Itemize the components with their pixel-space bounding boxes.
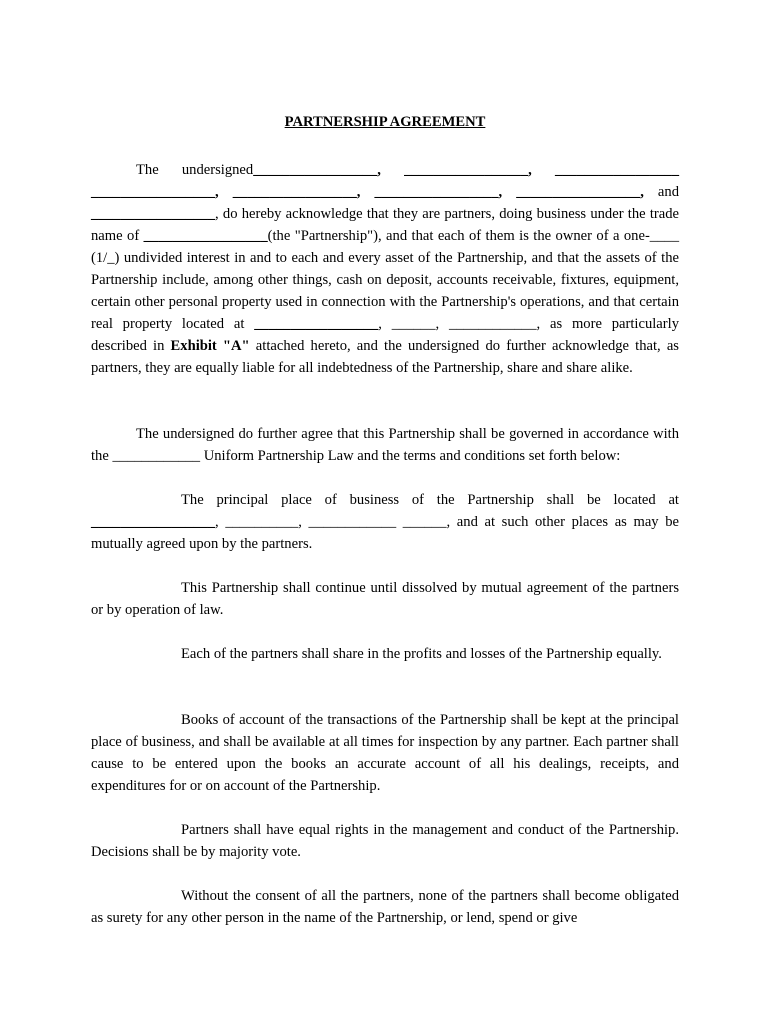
paragraph-place-of-business: [91, 489, 679, 555]
exhibit-reference: Exhibit "A": [170, 338, 250, 354]
text: The undersigned: [136, 162, 254, 178]
text: , do hereby acknowledge that they are partners, doing business under the trade name of: [91, 206, 679, 244]
text: Books of account of the transactions of the Partnership shall be kept at the principal place of business, and shall be available at all times for inspection by any partner. Each partner shall cause to be entered upon the books an accurate account of all his dealings, receipts, and expenditures for or on account of the Partnership.: [91, 712, 679, 794]
blank-trade-name: _________________: [143, 228, 268, 244]
blank-business-address: _________________: [91, 514, 216, 530]
blank-partner-7: _________________: [516, 184, 641, 200]
paragraph-parties: [91, 159, 679, 379]
paragraph-surety: [91, 885, 679, 929]
blank-partner-4: _________________: [91, 184, 216, 200]
text: The principal place of business of the Partnership shall be located at: [181, 492, 679, 508]
text: , ______, ____________, as more particularly described in: [91, 316, 679, 354]
paragraph-governing-law: [91, 423, 679, 467]
blank-partner-3: _________________: [554, 162, 679, 178]
text: Each of the partners shall share in the profits and losses of the Partnership equally.: [181, 646, 662, 662]
comma: ,: [377, 162, 381, 178]
paragraph-profits-losses: [91, 643, 679, 665]
blank-partner-5: _________________: [232, 184, 357, 200]
text: (the "Partnership"), and that each of them is the owner of a one-____ (1/_) undivided interest in and to each and every asset of the Partnership, and that the assets of the Partnership include, among other things, cash on deposit, accounts receivable, fixtures, equipment, certain other personal property used in connection with the Partnership's operations, and that certain real property located at: [91, 228, 679, 332]
paragraph-duration: [91, 577, 679, 621]
comma: ,: [215, 184, 219, 200]
text: Without the consent of all the partners, none of the partners shall become obligated as surety for any other person in the name of the Partnership, or lend, spend or give: [91, 888, 679, 926]
blank-partner-8: _________________: [91, 206, 216, 222]
document-title: PARTNERSHIP AGREEMENT: [284, 114, 486, 130]
comma: ,: [498, 184, 503, 200]
text: This Partnership shall continue until dissolved by mutual agreement of the partners or by operation of law.: [91, 580, 679, 618]
blank-property-location: _________________: [254, 316, 379, 332]
comma: ,: [640, 184, 644, 200]
blank-partner-2: _________________: [404, 162, 529, 178]
paragraph-management: [91, 819, 679, 863]
text: and: [643, 184, 679, 200]
blank-partner-6: _________________: [374, 184, 499, 200]
text: , __________, ____________ ______, and at such other places as may be mutually agreed upon by the partners.: [91, 514, 679, 552]
comma: ,: [528, 162, 532, 178]
text: Partners shall have equal rights in the management and conduct of the Partnership. Decisions shall be by majority vote.: [91, 822, 679, 860]
comma: ,: [356, 184, 361, 200]
paragraph-books-of-account: [91, 709, 679, 797]
text: attached hereto, and the undersigned do further acknowledge that, as partners, they are equally liable for all indebtedness of the Partnership, share and share alike.: [91, 338, 679, 376]
blank-partner-1: _________________: [253, 162, 378, 178]
text: The undersigned do further agree that this Partnership shall be governed in accordance with the ____________ Uniform Partnership Law and the terms and conditions set forth below:: [91, 426, 679, 464]
